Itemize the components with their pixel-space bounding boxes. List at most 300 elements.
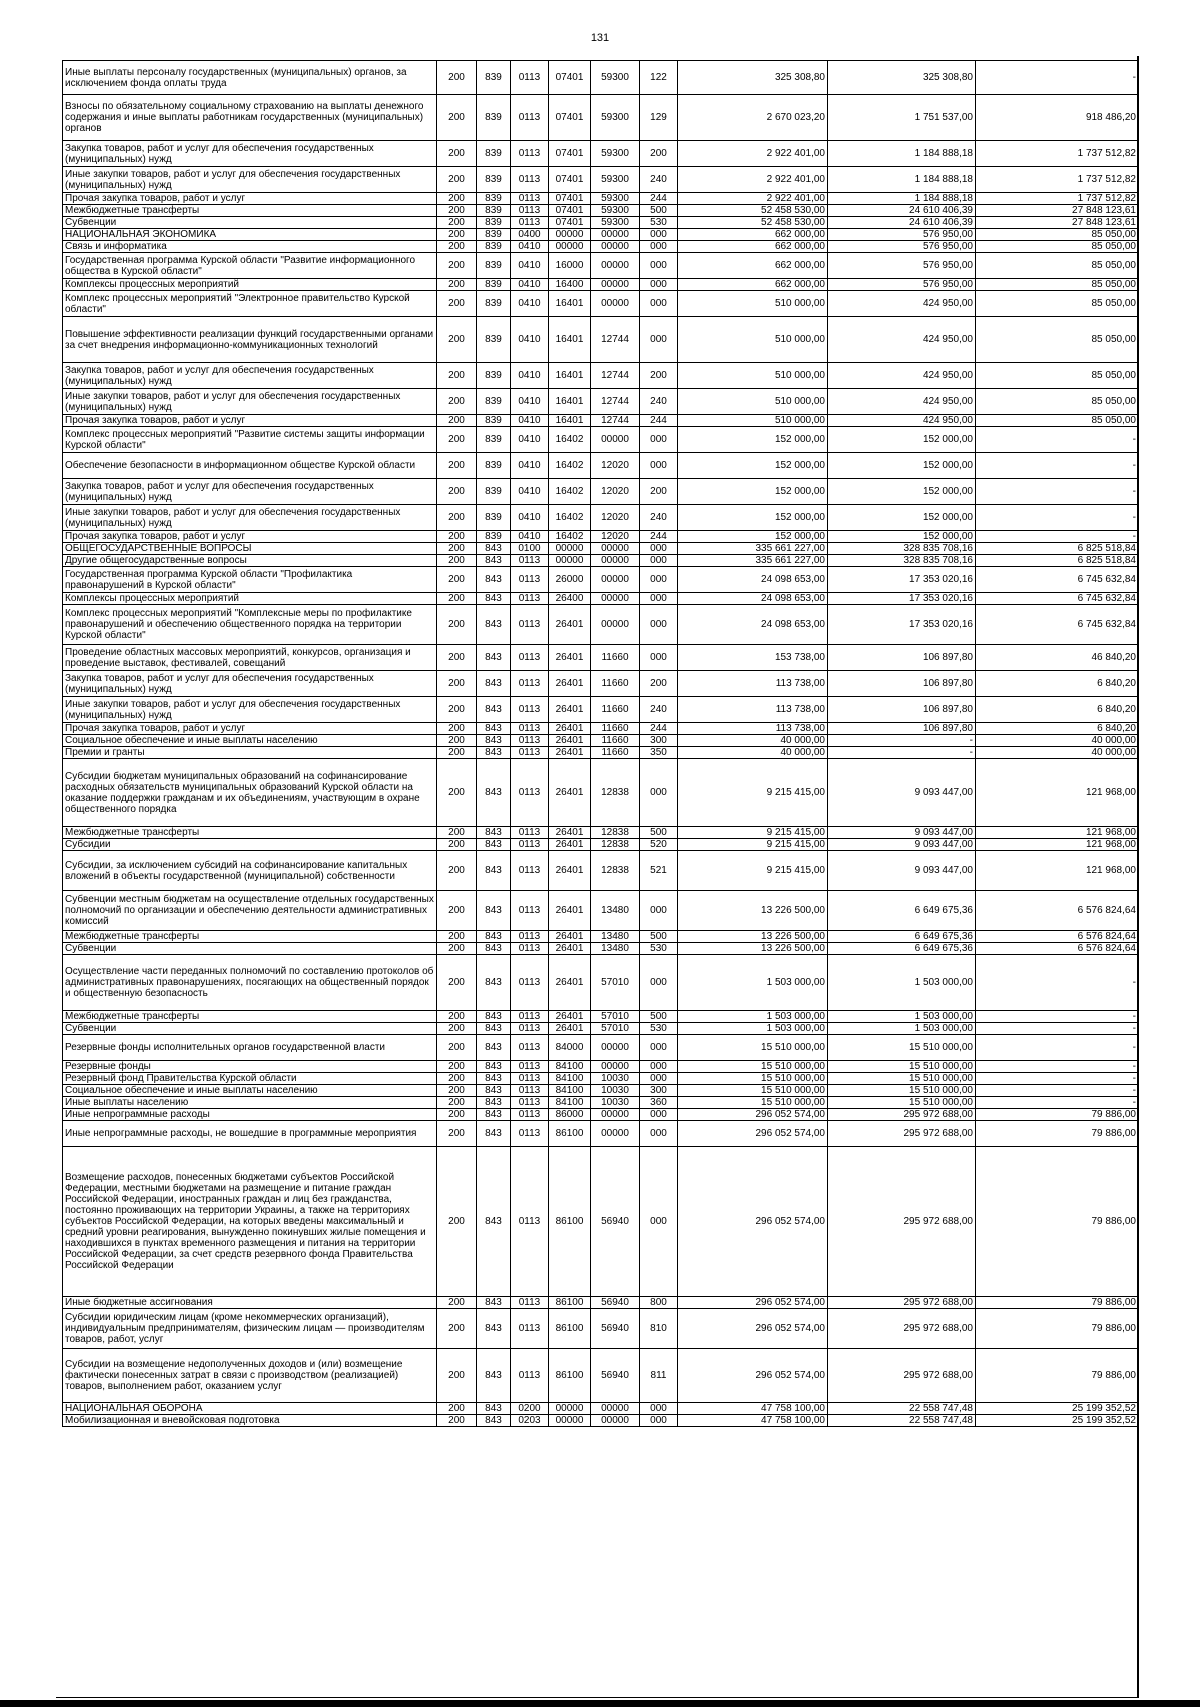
- amount-remaining: 918 486,20: [976, 95, 1139, 141]
- amount-executed: 17 353 020,16: [828, 605, 976, 645]
- code-ministry: 843: [477, 955, 511, 1011]
- amount-executed: 576 950,00: [828, 241, 976, 253]
- code-direction: 13480: [591, 943, 640, 955]
- amount-executed: 295 972 688,00: [828, 1297, 976, 1309]
- code-direction: 12020: [591, 505, 640, 531]
- code-program: 00000: [549, 1415, 591, 1427]
- row-name: Социальное обеспечение и иные выплаты населению: [63, 1085, 437, 1097]
- code-expense-type: 300: [640, 735, 678, 747]
- row-name: Иные выплаты населению: [63, 1097, 437, 1109]
- code-expense-type: 000: [640, 605, 678, 645]
- code-ministry: 843: [477, 543, 511, 555]
- amount-planned: 2 922 401,00: [678, 167, 828, 193]
- row-name: Резервный фонд Правительства Курской области: [63, 1073, 437, 1085]
- code-section: 0113: [511, 1085, 549, 1097]
- code-section: 0113: [511, 1011, 549, 1023]
- table-row: [63, 167, 1139, 193]
- code-expense-type: 530: [640, 1023, 678, 1035]
- code-section: 0113: [511, 555, 549, 567]
- amount-remaining: 85 050,00: [976, 389, 1139, 415]
- code-1: 200: [437, 317, 477, 363]
- code-section: 0113: [511, 697, 549, 723]
- code-program: 84100: [549, 1061, 591, 1073]
- table-row: [63, 505, 1139, 531]
- code-program: 26401: [549, 827, 591, 839]
- code-section: 0113: [511, 851, 549, 891]
- table-row: [63, 1097, 1139, 1109]
- table-row: [63, 317, 1139, 363]
- table-row: [63, 1147, 1139, 1297]
- code-direction: 00000: [591, 593, 640, 605]
- code-section: 0410: [511, 479, 549, 505]
- row-name: Комплекс процессных мероприятий "Развитие системы защиты информации Курской области": [63, 427, 437, 453]
- amount-planned: 1 503 000,00: [678, 1023, 828, 1035]
- amount-executed: 424 950,00: [828, 291, 976, 317]
- code-program: 26401: [549, 735, 591, 747]
- code-ministry: 843: [477, 1023, 511, 1035]
- row-name: Субсидии, за исключением субсидий на софинансирование капитальных вложений в объекты государственной (муниципальной) собственности: [63, 851, 437, 891]
- code-expense-type: 000: [640, 1147, 678, 1297]
- code-program: 26401: [549, 943, 591, 955]
- amount-remaining: 79 886,00: [976, 1297, 1139, 1309]
- amount-planned: 9 215 415,00: [678, 827, 828, 839]
- table-row: [63, 931, 1139, 943]
- code-program: 26401: [549, 645, 591, 671]
- amount-remaining: 85 050,00: [976, 279, 1139, 291]
- code-program: 16401: [549, 363, 591, 389]
- amount-planned: 2 922 401,00: [678, 141, 828, 167]
- code-program: 00000: [549, 555, 591, 567]
- code-program: 16401: [549, 317, 591, 363]
- code-expense-type: 122: [640, 61, 678, 95]
- code-expense-type: 000: [640, 555, 678, 567]
- code-direction: 13480: [591, 891, 640, 931]
- code-1: 200: [437, 1121, 477, 1147]
- amount-planned: 15 510 000,00: [678, 1035, 828, 1061]
- code-expense-type: 000: [640, 1109, 678, 1121]
- code-1: 200: [437, 427, 477, 453]
- row-name: Межбюджетные трансферты: [63, 205, 437, 217]
- amount-planned: 40 000,00: [678, 735, 828, 747]
- row-name: Проведение областных массовых мероприятий, конкурсов, организация и проведение выставок, фестивалей, совещаний: [63, 645, 437, 671]
- code-direction: 12838: [591, 839, 640, 851]
- code-direction: 11660: [591, 671, 640, 697]
- amount-planned: 325 308,80: [678, 61, 828, 95]
- code-program: 84100: [549, 1097, 591, 1109]
- amount-remaining: 6 745 632,84: [976, 593, 1139, 605]
- amount-planned: 152 000,00: [678, 453, 828, 479]
- code-ministry: 843: [477, 1085, 511, 1097]
- table-row: [63, 205, 1139, 217]
- code-expense-type: 800: [640, 1297, 678, 1309]
- table-row: [63, 645, 1139, 671]
- row-name: Комплексы процессных мероприятий: [63, 279, 437, 291]
- amount-remaining: 6 576 824,64: [976, 891, 1139, 931]
- amount-executed: 106 897,80: [828, 697, 976, 723]
- table-row: [63, 193, 1139, 205]
- code-program: 07401: [549, 217, 591, 229]
- code-1: 200: [437, 1309, 477, 1349]
- amount-executed: 325 308,80: [828, 61, 976, 95]
- code-program: 07401: [549, 205, 591, 217]
- code-program: 26401: [549, 851, 591, 891]
- row-name: Прочая закупка товаров, работ и услуг: [63, 723, 437, 735]
- amount-remaining: 1 737 512,82: [976, 141, 1139, 167]
- amount-remaining: -: [976, 1097, 1139, 1109]
- code-1: 200: [437, 1073, 477, 1085]
- table-row: [63, 723, 1139, 735]
- code-expense-type: 500: [640, 205, 678, 217]
- code-program: 16402: [549, 505, 591, 531]
- amount-planned: 113 738,00: [678, 723, 828, 735]
- amount-remaining: -: [976, 505, 1139, 531]
- code-expense-type: 360: [640, 1097, 678, 1109]
- amount-remaining: 6 825 518,84: [976, 543, 1139, 555]
- code-1: 200: [437, 389, 477, 415]
- code-program: 26401: [549, 605, 591, 645]
- row-name: Иные закупки товаров, работ и услуг для обеспечения государственных (муниципальных) нужд: [63, 167, 437, 193]
- code-1: 200: [437, 955, 477, 1011]
- row-name: Государственная программа Курской области "Профилактика правонарушений в Курской области": [63, 567, 437, 593]
- row-name: Субвенции: [63, 217, 437, 229]
- amount-planned: 296 052 574,00: [678, 1109, 828, 1121]
- code-expense-type: 000: [640, 1061, 678, 1073]
- code-direction: 11660: [591, 697, 640, 723]
- row-name: НАЦИОНАЛЬНАЯ ЭКОНОМИКА: [63, 229, 437, 241]
- code-program: 16401: [549, 291, 591, 317]
- code-ministry: 843: [477, 839, 511, 851]
- code-section: 0113: [511, 1147, 549, 1297]
- amount-planned: 153 738,00: [678, 645, 828, 671]
- code-1: 200: [437, 291, 477, 317]
- code-section: 0113: [511, 1061, 549, 1073]
- code-ministry: 839: [477, 205, 511, 217]
- code-ministry: 843: [477, 827, 511, 839]
- amount-planned: 335 661 227,00: [678, 555, 828, 567]
- amount-remaining: 121 968,00: [976, 827, 1139, 839]
- amount-planned: 47 758 100,00: [678, 1415, 828, 1427]
- code-expense-type: 244: [640, 193, 678, 205]
- code-ministry: 843: [477, 605, 511, 645]
- amount-remaining: 27 848 123,61: [976, 205, 1139, 217]
- table-row: [63, 95, 1139, 141]
- amount-remaining: 40 000,00: [976, 747, 1139, 759]
- code-section: 0113: [511, 605, 549, 645]
- amount-planned: 1 503 000,00: [678, 955, 828, 1011]
- code-expense-type: 530: [640, 943, 678, 955]
- code-1: 200: [437, 1297, 477, 1309]
- code-ministry: 843: [477, 1011, 511, 1023]
- row-name: Закупка товаров, работ и услуг для обеспечения государственных (муниципальных) нужд: [63, 363, 437, 389]
- code-ministry: 839: [477, 531, 511, 543]
- code-section: 0410: [511, 531, 549, 543]
- amount-planned: 15 510 000,00: [678, 1073, 828, 1085]
- code-expense-type: 129: [640, 95, 678, 141]
- code-ministry: 843: [477, 1121, 511, 1147]
- amount-planned: 13 226 500,00: [678, 931, 828, 943]
- amount-planned: 52 458 530,00: [678, 217, 828, 229]
- code-1: 200: [437, 1011, 477, 1023]
- code-ministry: 843: [477, 1415, 511, 1427]
- amount-planned: 9 215 415,00: [678, 851, 828, 891]
- code-ministry: 843: [477, 943, 511, 955]
- amount-remaining: 46 840,20: [976, 645, 1139, 671]
- amount-planned: 13 226 500,00: [678, 891, 828, 931]
- row-name: Мобилизационная и вневойсковая подготовка: [63, 1415, 437, 1427]
- amount-remaining: 79 886,00: [976, 1147, 1139, 1297]
- amount-executed: 106 897,80: [828, 723, 976, 735]
- code-expense-type: 000: [640, 543, 678, 555]
- code-section: 0113: [511, 593, 549, 605]
- amount-executed: 152 000,00: [828, 531, 976, 543]
- row-name: Комплексы процессных мероприятий: [63, 593, 437, 605]
- code-section: 0113: [511, 735, 549, 747]
- row-name: Межбюджетные трансферты: [63, 1011, 437, 1023]
- code-direction: 00000: [591, 605, 640, 645]
- amount-planned: 335 661 227,00: [678, 543, 828, 555]
- code-1: 200: [437, 479, 477, 505]
- amount-executed: 1 503 000,00: [828, 1023, 976, 1035]
- code-direction: 13480: [591, 931, 640, 943]
- table-row: [63, 1011, 1139, 1023]
- row-name: Межбюджетные трансферты: [63, 827, 437, 839]
- code-expense-type: 000: [640, 1121, 678, 1147]
- table-row: [63, 61, 1139, 95]
- code-program: 00000: [549, 229, 591, 241]
- table-row: [63, 759, 1139, 827]
- row-name: Субсидии бюджетам муниципальных образований на софинансирование расходных обязательств муниципальных образований Курской области на оказание поддержки гражданам и их объединениям, участвующим в охране общественного порядка: [63, 759, 437, 827]
- code-1: 200: [437, 217, 477, 229]
- table-row: [63, 1403, 1139, 1415]
- code-direction: 00000: [591, 427, 640, 453]
- code-program: 26401: [549, 1011, 591, 1023]
- code-1: 200: [437, 205, 477, 217]
- amount-executed: 17 353 020,16: [828, 567, 976, 593]
- code-ministry: 843: [477, 1309, 511, 1349]
- amount-executed: 9 093 447,00: [828, 851, 976, 891]
- table-row: [63, 1309, 1139, 1349]
- code-section: 0410: [511, 279, 549, 291]
- code-ministry: 843: [477, 735, 511, 747]
- code-section: 0400: [511, 229, 549, 241]
- table-row: [63, 241, 1139, 253]
- code-expense-type: 530: [640, 217, 678, 229]
- row-name: Комплекс процессных мероприятий "Электронное правительство Курской области": [63, 291, 437, 317]
- code-ministry: 839: [477, 389, 511, 415]
- amount-executed: 424 950,00: [828, 317, 976, 363]
- table-row: [63, 253, 1139, 279]
- code-section: 0113: [511, 671, 549, 697]
- amount-planned: 296 052 574,00: [678, 1147, 828, 1297]
- code-1: 200: [437, 1035, 477, 1061]
- amount-planned: 662 000,00: [678, 229, 828, 241]
- amount-remaining: 85 050,00: [976, 241, 1139, 253]
- table-row: [63, 363, 1139, 389]
- amount-remaining: 79 886,00: [976, 1349, 1139, 1403]
- code-direction: 59300: [591, 217, 640, 229]
- code-expense-type: 000: [640, 1403, 678, 1415]
- code-expense-type: 500: [640, 931, 678, 943]
- row-name: Закупка товаров, работ и услуг для обеспечения государственных (муниципальных) нужд: [63, 671, 437, 697]
- code-direction: 00000: [591, 543, 640, 555]
- amount-remaining: -: [976, 479, 1139, 505]
- amount-remaining: 40 000,00: [976, 735, 1139, 747]
- code-program: 26401: [549, 931, 591, 943]
- amount-executed: -: [828, 735, 976, 747]
- code-program: 86100: [549, 1121, 591, 1147]
- amount-remaining: 1 737 512,82: [976, 193, 1139, 205]
- table-row: [63, 291, 1139, 317]
- code-program: 00000: [549, 543, 591, 555]
- code-1: 200: [437, 671, 477, 697]
- code-direction: 57010: [591, 1023, 640, 1035]
- amount-executed: 15 510 000,00: [828, 1085, 976, 1097]
- code-1: 200: [437, 415, 477, 427]
- table-row: [63, 1061, 1139, 1073]
- amount-executed: 6 649 675,36: [828, 891, 976, 931]
- amount-executed: 1 184 888,18: [828, 167, 976, 193]
- code-direction: 12838: [591, 851, 640, 891]
- row-name: Субвенции: [63, 1023, 437, 1035]
- code-direction: 00000: [591, 555, 640, 567]
- code-direction: 12020: [591, 453, 640, 479]
- amount-executed: 24 610 406,39: [828, 217, 976, 229]
- code-ministry: 843: [477, 1109, 511, 1121]
- code-expense-type: 000: [640, 593, 678, 605]
- row-name: Закупка товаров, работ и услуг для обеспечения государственных (муниципальных) нужд: [63, 479, 437, 505]
- row-name: Возмещение расходов, понесенных бюджетами субъектов Российской Федерации, местными бюджетами на размещение и питание граждан Российской Федерации, иностранных граждан и лиц без гражданства, постоянно проживающих на территории Украины, а также на территориях субъектов Российской Федерации, на которых введены максимальный и средний уровни реагирования, вынужденно покинувших жилые помещения и находившихся в пунктах временного размещения и питания на территории Российской Федерации, за счет средств резервного фонда Правительства Российской Федерации: [63, 1147, 437, 1297]
- code-program: 16000: [549, 253, 591, 279]
- code-direction: 10030: [591, 1097, 640, 1109]
- code-ministry: 843: [477, 1061, 511, 1073]
- code-1: 200: [437, 141, 477, 167]
- code-1: 200: [437, 1097, 477, 1109]
- table-row: [63, 1349, 1139, 1403]
- code-program: 16402: [549, 427, 591, 453]
- code-direction: 00000: [591, 279, 640, 291]
- table-row: [63, 1035, 1139, 1061]
- code-expense-type: 244: [640, 531, 678, 543]
- row-name: Премии и гранты: [63, 747, 437, 759]
- amount-executed: 295 972 688,00: [828, 1309, 976, 1349]
- amount-executed: 6 649 675,36: [828, 943, 976, 955]
- code-1: 200: [437, 735, 477, 747]
- row-name: Иные выплаты персоналу государственных (муниципальных) органов, за исключением фонда оплаты труда: [63, 61, 437, 95]
- amount-planned: 24 098 653,00: [678, 605, 828, 645]
- code-expense-type: 000: [640, 279, 678, 291]
- amount-executed: 106 897,80: [828, 645, 976, 671]
- amount-remaining: 6 840,20: [976, 723, 1139, 735]
- table-row: [63, 827, 1139, 839]
- amount-remaining: -: [976, 427, 1139, 453]
- amount-planned: 510 000,00: [678, 415, 828, 427]
- code-direction: 56940: [591, 1309, 640, 1349]
- amount-remaining: 6 840,20: [976, 697, 1139, 723]
- code-expense-type: 240: [640, 167, 678, 193]
- amount-remaining: -: [976, 1085, 1139, 1097]
- code-direction: 56940: [591, 1349, 640, 1403]
- row-name: Закупка товаров, работ и услуг для обеспечения государственных (муниципальных) нужд: [63, 141, 437, 167]
- row-name: Субсидии на возмещение недополученных доходов и (или) возмещение фактически понесенных затрат в связи с производством (реализацией) товаров, выполнением работ, оказанием услуг: [63, 1349, 437, 1403]
- amount-executed: 328 835 708,16: [828, 543, 976, 555]
- amount-executed: 424 950,00: [828, 363, 976, 389]
- amount-planned: 24 098 653,00: [678, 567, 828, 593]
- code-expense-type: 000: [640, 253, 678, 279]
- table-row: [63, 567, 1139, 593]
- row-name: Иные непрограммные расходы, не вошедшие в программные мероприятия: [63, 1121, 437, 1147]
- amount-planned: 52 458 530,00: [678, 205, 828, 217]
- table-row: [63, 555, 1139, 567]
- code-direction: 00000: [591, 291, 640, 317]
- amount-executed: 9 093 447,00: [828, 759, 976, 827]
- code-direction: 12744: [591, 317, 640, 363]
- code-program: 86000: [549, 1109, 591, 1121]
- code-expense-type: 200: [640, 363, 678, 389]
- amount-planned: 15 510 000,00: [678, 1061, 828, 1073]
- amount-planned: 24 098 653,00: [678, 593, 828, 605]
- row-name: Повышение эффективности реализации функций государственными органами за счет внедрения информационно-коммуникационных технологий: [63, 317, 437, 363]
- code-direction: 00000: [591, 1061, 640, 1073]
- amount-executed: 1 751 537,00: [828, 95, 976, 141]
- amount-executed: 9 093 447,00: [828, 839, 976, 851]
- row-name: ОБЩЕГОСУДАРСТВЕННЫЕ ВОПРОСЫ: [63, 543, 437, 555]
- row-name: Комплекс процессных мероприятий "Комплексные меры по профилактике правонарушений и обеспечению общественного порядка на территории Курской области": [63, 605, 437, 645]
- table-row: [63, 593, 1139, 605]
- row-name: Субсидии: [63, 839, 437, 851]
- code-expense-type: 350: [640, 747, 678, 759]
- code-section: 0410: [511, 317, 549, 363]
- row-name: Прочая закупка товаров, работ и услуг: [63, 193, 437, 205]
- code-ministry: 839: [477, 505, 511, 531]
- amount-executed: 22 558 747,48: [828, 1415, 976, 1427]
- table-row: [63, 279, 1139, 291]
- code-section: 0410: [511, 291, 549, 317]
- code-direction: 59300: [591, 61, 640, 95]
- row-name: Резервные фонды исполнительных органов государственной власти: [63, 1035, 437, 1061]
- code-program: 16402: [549, 453, 591, 479]
- code-section: 0200: [511, 1403, 549, 1415]
- code-expense-type: 000: [640, 241, 678, 253]
- code-1: 200: [437, 505, 477, 531]
- code-section: 0203: [511, 1415, 549, 1427]
- code-1: 200: [437, 1061, 477, 1073]
- code-program: 16402: [549, 479, 591, 505]
- amount-remaining: -: [976, 1035, 1139, 1061]
- code-ministry: 839: [477, 479, 511, 505]
- code-direction: 00000: [591, 1121, 640, 1147]
- amount-planned: 296 052 574,00: [678, 1121, 828, 1147]
- amount-executed: 106 897,80: [828, 671, 976, 697]
- amount-remaining: 85 050,00: [976, 415, 1139, 427]
- code-direction: 11660: [591, 747, 640, 759]
- code-ministry: 843: [477, 593, 511, 605]
- code-direction: 00000: [591, 1035, 640, 1061]
- amount-executed: 6 649 675,36: [828, 931, 976, 943]
- code-expense-type: 000: [640, 291, 678, 317]
- code-section: 0410: [511, 453, 549, 479]
- code-1: 200: [437, 645, 477, 671]
- table-row: [63, 955, 1139, 1011]
- code-direction: 12020: [591, 531, 640, 543]
- amount-remaining: 79 886,00: [976, 1309, 1139, 1349]
- code-program: 86100: [549, 1147, 591, 1297]
- code-section: 0113: [511, 167, 549, 193]
- code-direction: 12744: [591, 415, 640, 427]
- amount-remaining: -: [976, 1061, 1139, 1073]
- code-1: 200: [437, 1415, 477, 1427]
- code-direction: 11660: [591, 735, 640, 747]
- code-ministry: 843: [477, 1349, 511, 1403]
